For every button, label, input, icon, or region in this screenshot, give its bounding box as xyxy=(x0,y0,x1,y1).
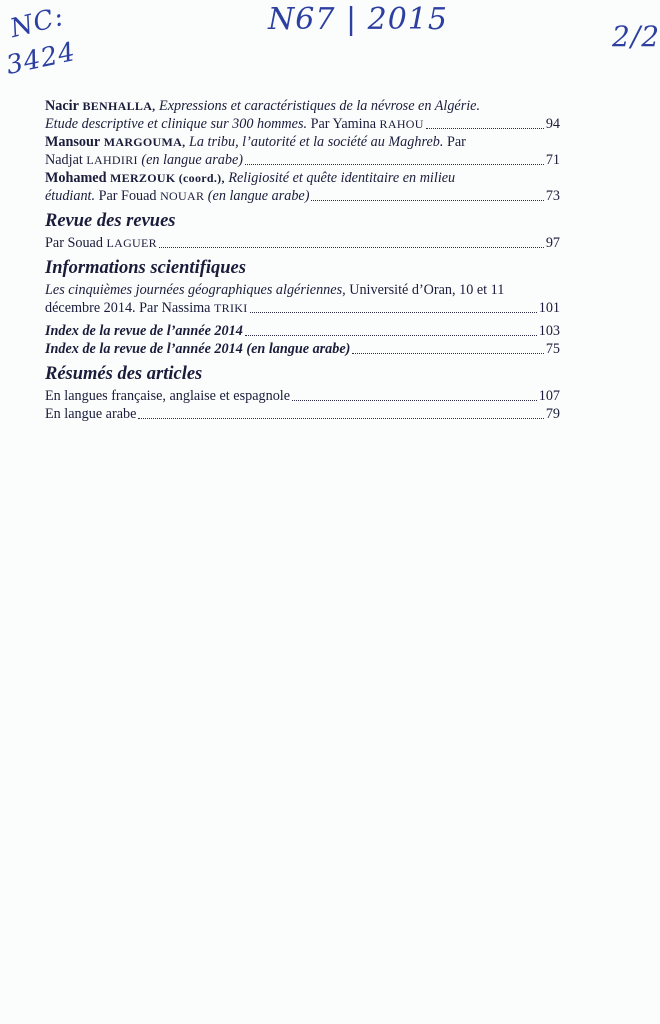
entry-title: Expressions et caractéristiques de la névrose en Algérie. xyxy=(159,98,481,114)
entry-by-last: NOUAR xyxy=(160,189,205,203)
section-heading-resumes: Résumés des articles xyxy=(45,364,203,384)
leader-dots xyxy=(292,400,537,401)
entry-last-line xyxy=(45,151,560,169)
section-heading-revue: Revue des revues xyxy=(45,211,176,231)
entry-by-first: Nadjat xyxy=(45,152,83,168)
leader-dots xyxy=(245,335,537,336)
toc-entry xyxy=(45,234,560,252)
entry-last-line xyxy=(45,234,560,252)
entry-by-last: RAHOU xyxy=(379,117,424,131)
entry-by: Par Yamina xyxy=(310,116,376,132)
toc-entry xyxy=(45,340,560,358)
leader-dots xyxy=(426,128,544,129)
entry-by: Par Fouad xyxy=(98,188,157,204)
handwritten-issue-number: N67 | 2015 xyxy=(268,2,448,37)
leader-dots xyxy=(138,418,543,419)
table-of-contents xyxy=(45,97,560,423)
toc-entry xyxy=(45,133,560,169)
page-number: 103 xyxy=(538,323,560,339)
leader-dots xyxy=(352,353,543,354)
toc-entry xyxy=(45,387,560,405)
entry-note: (en langue arabe) xyxy=(207,188,310,204)
entry-last-line xyxy=(45,322,560,340)
entry-by-last: LAGUER xyxy=(106,236,157,250)
entry-last-line xyxy=(45,187,560,205)
index-label: Index de la revue de l’année 2014 (en langue arabe) xyxy=(45,341,351,357)
page-number: 101 xyxy=(538,300,560,316)
page-number: 94 xyxy=(545,116,560,132)
handwritten-page-fraction: 2/2 xyxy=(612,20,660,53)
toc-entry xyxy=(45,281,560,317)
toc-entry xyxy=(45,405,560,423)
author-last: MERZOUK (coord.), xyxy=(110,171,225,185)
page-number: 75 xyxy=(545,341,560,357)
leader-dots xyxy=(250,312,537,313)
toc-entry xyxy=(45,169,560,205)
index-label: Index de la revue de l’année 2014 xyxy=(45,323,243,339)
entry-title: Les cinquièmes journées géographiques algériennes, xyxy=(45,282,346,298)
entry-title: Religiosité et quête identitaire en milieu xyxy=(228,170,456,186)
author-first: Nacir xyxy=(45,98,79,114)
entry-label: En langue arabe xyxy=(45,406,137,422)
leader-dots xyxy=(245,164,544,165)
entry-by: Par xyxy=(446,134,466,150)
entry-by-last: TRIKI xyxy=(214,301,248,315)
entry-last-line xyxy=(45,387,560,405)
entry-by: Par Souad xyxy=(45,235,103,251)
page-number: 71 xyxy=(545,152,560,168)
entry-last-line xyxy=(45,405,560,423)
toc-entry xyxy=(45,322,560,340)
leader-dots xyxy=(159,247,544,248)
page-number: 97 xyxy=(545,235,560,251)
author-first: Mansour xyxy=(45,134,101,150)
entry-last-line xyxy=(45,299,560,317)
entry-title-cont: étudiant. xyxy=(45,188,96,204)
entry-rest: Université d’Oran, 10 et 11 xyxy=(349,282,505,298)
toc-entry xyxy=(45,97,560,133)
author-last: MARGOUMA, xyxy=(103,135,186,149)
page-number: 79 xyxy=(545,406,560,422)
entry-label: En langues française, anglaise et espagnole xyxy=(45,388,291,404)
leader-dots xyxy=(311,200,543,201)
entry-title: La tribu, l’autorité et la société au Maghreb. xyxy=(188,134,444,150)
page-number: 73 xyxy=(545,188,560,204)
entry-last-line xyxy=(45,340,560,358)
entry-by-last: LAHDIRI xyxy=(86,153,138,167)
entry-note: (en langue arabe) xyxy=(141,152,244,168)
author-last: BENHALLA, xyxy=(82,99,156,113)
handwritten-note-nc: NC: xyxy=(7,1,68,45)
handwritten-note-number: 3424 xyxy=(3,37,79,81)
page-number: 107 xyxy=(538,388,560,404)
section-heading-infos: Informations scientifiques xyxy=(45,258,246,278)
author-first: Mohamed xyxy=(45,170,107,186)
entry-title-cont: Etude descriptive et clinique sur 300 hommes. xyxy=(45,116,308,132)
entry-last-line xyxy=(45,115,560,133)
entry-by: décembre 2014. Par Nassima xyxy=(45,300,211,316)
